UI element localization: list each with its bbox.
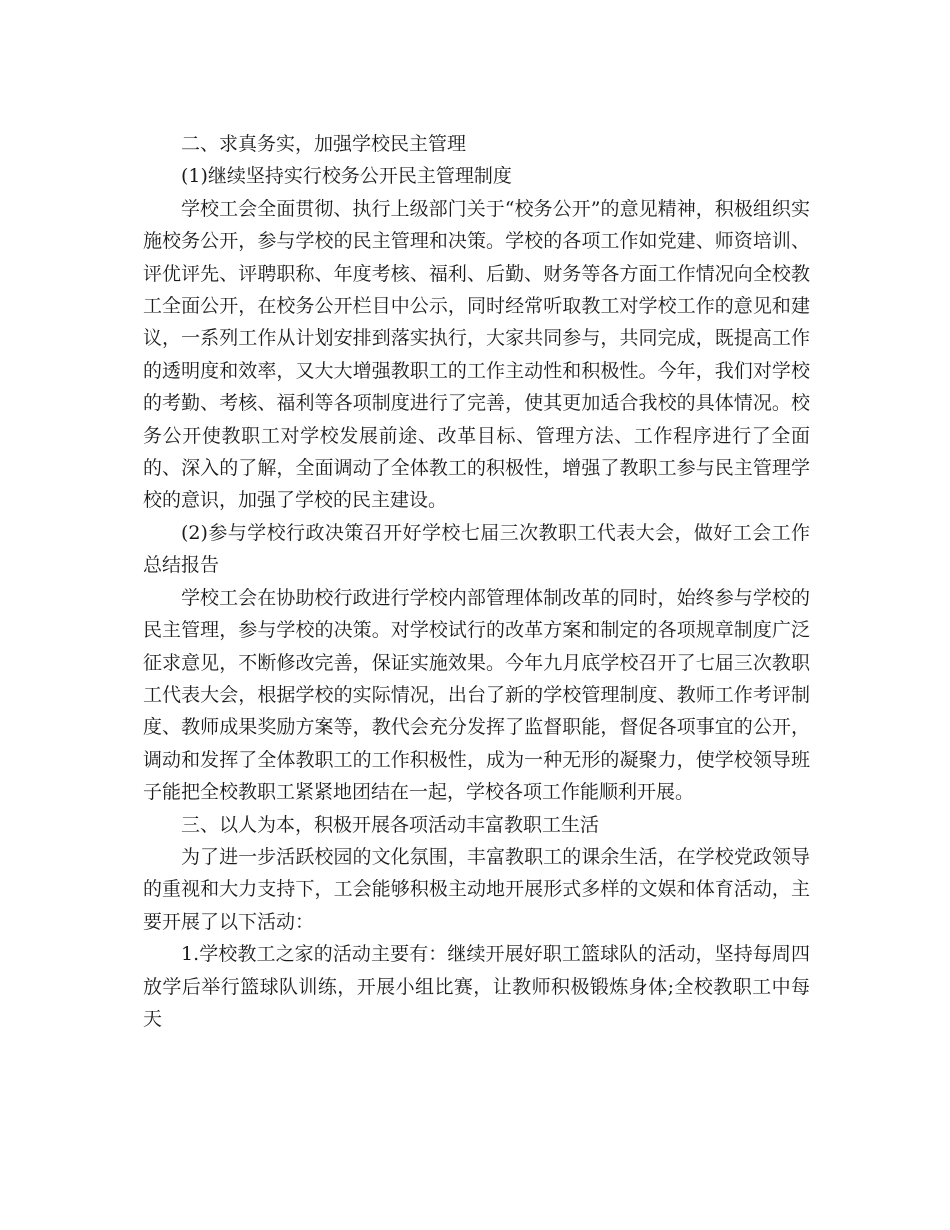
subsection-heading-2: (2)参与学校行政决策召开好学校七届三次教职工代表大会，做好工会工作总结报告 (143, 521, 810, 577)
paragraph: 学校工会全面贯彻、执行上级部门关于“校务公开”的意见精神，积极组织实施校务公开，参与学校的民主管理和决策。学校的各项工作如党建、师资培训、评优评先、评聘职称、年度考核、福利、后勤、财务等各方面工作情况向全校教工全面公开，在校务公开栏目中公示，同时经常听取教工对学校工作的意见和建议，一系列工作从计划安排到落实执行，大家共同参与，共同完成，既提高工作的透明度和效率，又大大增强教职工的工作主动性和积极性。今年，我们对学校的考勤、考核、福利等各项制度进行了完善，使其更加适合我校的具体情况。校务公开使教职工对学校发展前途、改革目标、管理方法、工作程序进行了全面的、深入的了解，全面调动了全体教工的积极性，增强了教职工参与民主管理学校的意识，加强了学校的民主建设。 (143, 197, 810, 512)
paragraph: 为了进一步活跃校园的文化氛围，丰富教职工的课余生活，在学校党政领导的重视和大力支持下，工会能够积极主动地开展形式多样的文娱和体育活动，主要开展了以下活动： (143, 845, 810, 933)
document-body (143, 128, 810, 1035)
paragraph: 1.学校教工之家的活动主要有：继续开展好职工篮球队的活动，坚持每周四放学后举行篮球队训练，开展小组比赛，让教师积极锻炼身体;全校教职工中每天 (143, 943, 810, 1030)
subsection-heading-1: (1)继续坚持实行校务公开民主管理制度 (181, 165, 512, 188)
section-heading-2: 二、求真务实，加强学校民主管理 (181, 133, 467, 155)
section-heading-3: 三、以人为本，积极开展各项活动丰富教职工生活 (181, 813, 600, 836)
paragraph: 学校工会在协助校行政进行学校内部管理体制改革的同时，始终参与学校的民主管理，参与学校的决策。对学校试行的改革方案和制定的各项规章制度广泛征求意见，不断修改完善，保证实施效果。今年九月底学校召开了七届三次教职工代表大会，根据学校的实际情况，出台了新的学校管理制度、教师工作考评制度、教师成果奖励方案等，教代会充分发挥了监督职能，督促各项事宜的公开，调动和发挥了全体教职工的工作积极性，成为一种无形的凝聚力，使学校领导班子能把全校教职工紧紧地团结在一起，学校各项工作能顺利开展。 (143, 586, 810, 804)
